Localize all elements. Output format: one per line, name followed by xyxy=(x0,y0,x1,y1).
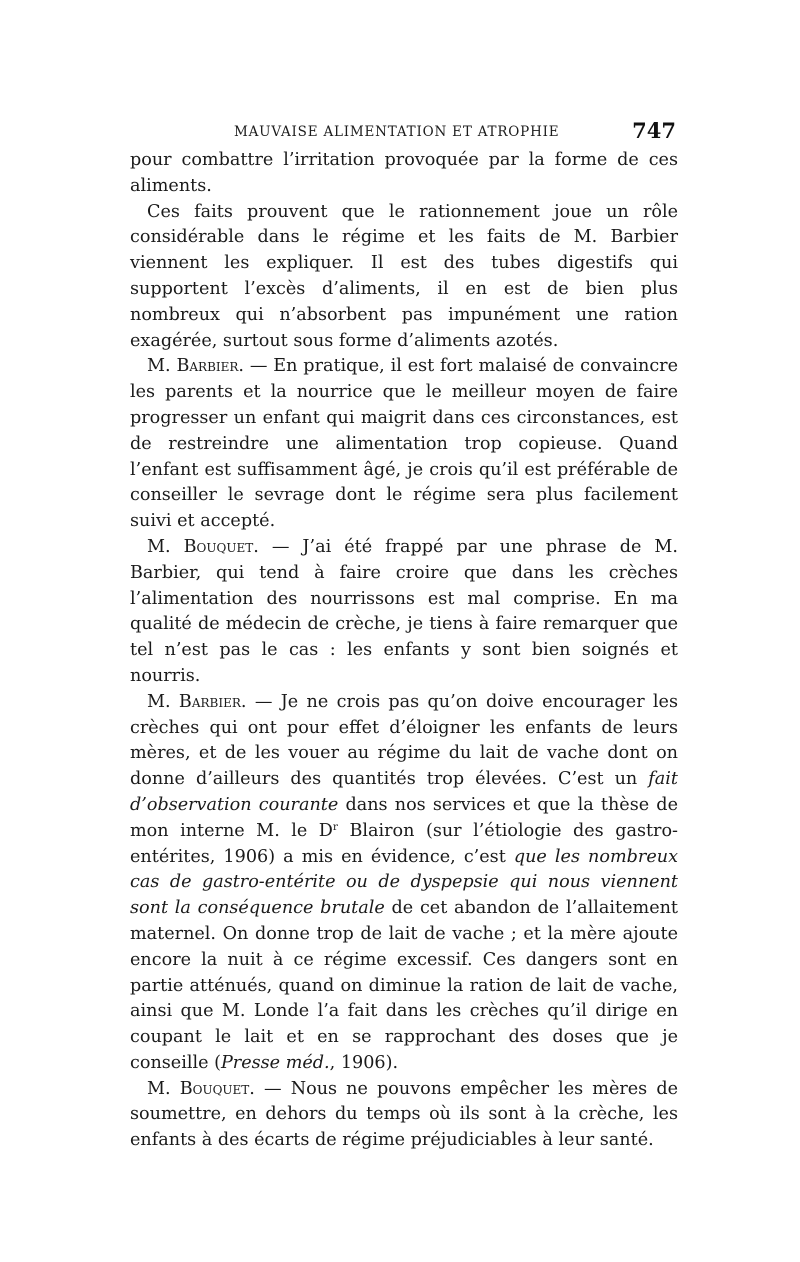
paragraph-text: — J’ai été frappé par une phrase de M. Barbier, qui tend à faire croire que dans les crèches l’alimentation des nourrissons est mal comprise. En ma qualité de médecin de crèche, je tiens à faire remarquer que tel n’est pas le cas : les enfants y sont bien soignés et nourris. xyxy=(130,536,678,686)
paragraph-text: Ces faits prouvent que le rationnement joue un rôle considérable dans le régime et les faits de M. Barbier viennent les expliquer. Il est des tubes digestifs qui supportent l’excès d’aliments, il en est de bien plus nombreux qui n’absorbent pas impunément une ration exagérée, surtout sous forme d’aliments azotés. xyxy=(130,201,678,351)
paragraph-barbier-2 xyxy=(130,690,678,1077)
running-header xyxy=(130,118,678,148)
paragraph-continuation xyxy=(130,148,678,200)
running-title: MAUVAISE ALIMENTATION ET ATROPHIE xyxy=(234,124,560,140)
paragraph-text: — Nous ne pouvons empêcher les mères de soumettre, en dehors du temps où ils sont à la crèche, les enfants à des écarts de régime préjudiciables à leur santé. xyxy=(130,1078,678,1151)
paragraph-bouquet-2 xyxy=(130,1077,678,1154)
journal-citation: Presse méd. xyxy=(220,1052,330,1073)
paragraph-text: dans nos services et que la thèse de mon interne M. le D xyxy=(130,794,678,841)
speaker-name: M. Barbier. xyxy=(147,691,247,712)
italic-phrase: que les nombreux cas de gastro-entérite ou de dyspepsie qui nous viennent sont la conséquence brutale xyxy=(130,846,678,919)
paragraph-text: pour combattre l’irritation provoquée par la forme de ces aliments. xyxy=(130,150,678,196)
paragraph-rationnement xyxy=(130,200,678,355)
page-number: 747 xyxy=(632,118,676,143)
paragraph-text: de cet abandon de l’allaitement maternel. On donne trop de lait de vache ; et la mère ajoute encore la nuit à ce régime excessif. Ces dangers sont en partie atténués, quand on diminue la ration de lait de vache, ainsi que M. Londe l’a fait dans les crèches qu’il dirige en coupant le lait et en se rapprochant des doses que je conseille ( xyxy=(130,898,679,1073)
paragraph-text: — En pratique, il est fort malaisé de convaincre les parents et la nourrice que le meilleur moyen de faire progresser un enfant qui maigrit dans ces circonstances, est de restreindre une alimentation trop copieuse. Quand l’enfant est suffisamment âgé, je crois qu’il est préférable de conseiller le sevrage dont le régime sera plus facilement suivi et accepté. xyxy=(130,356,679,532)
body-text xyxy=(130,148,678,1154)
paragraph-text: — Je ne crois pas qu’on doive encourager les crèches qui ont pour effet d’éloigner les enfants de leurs mères, et de les vouer au régime du lait de vache dont on donne d’ailleurs des quantités trop élevées. C’est un xyxy=(130,691,678,790)
paragraph-barbier-1 xyxy=(130,354,678,535)
paragraph-bouquet-1 xyxy=(130,535,678,690)
paragraph-text: Blairon (sur l’étiologie des gastro-entérites, 1906) a mis en évidence, c’est xyxy=(130,820,679,867)
speaker-name: M. Barbier. xyxy=(147,356,245,377)
speaker-name: M. Bouquet. xyxy=(147,1078,255,1099)
paragraph-text: , 1906). xyxy=(329,1052,399,1073)
italic-phrase: fait d’observation courante xyxy=(130,769,678,815)
book-page xyxy=(130,118,678,1154)
superscript: r xyxy=(332,820,338,833)
speaker-name: M. Bouquet. xyxy=(147,536,259,557)
